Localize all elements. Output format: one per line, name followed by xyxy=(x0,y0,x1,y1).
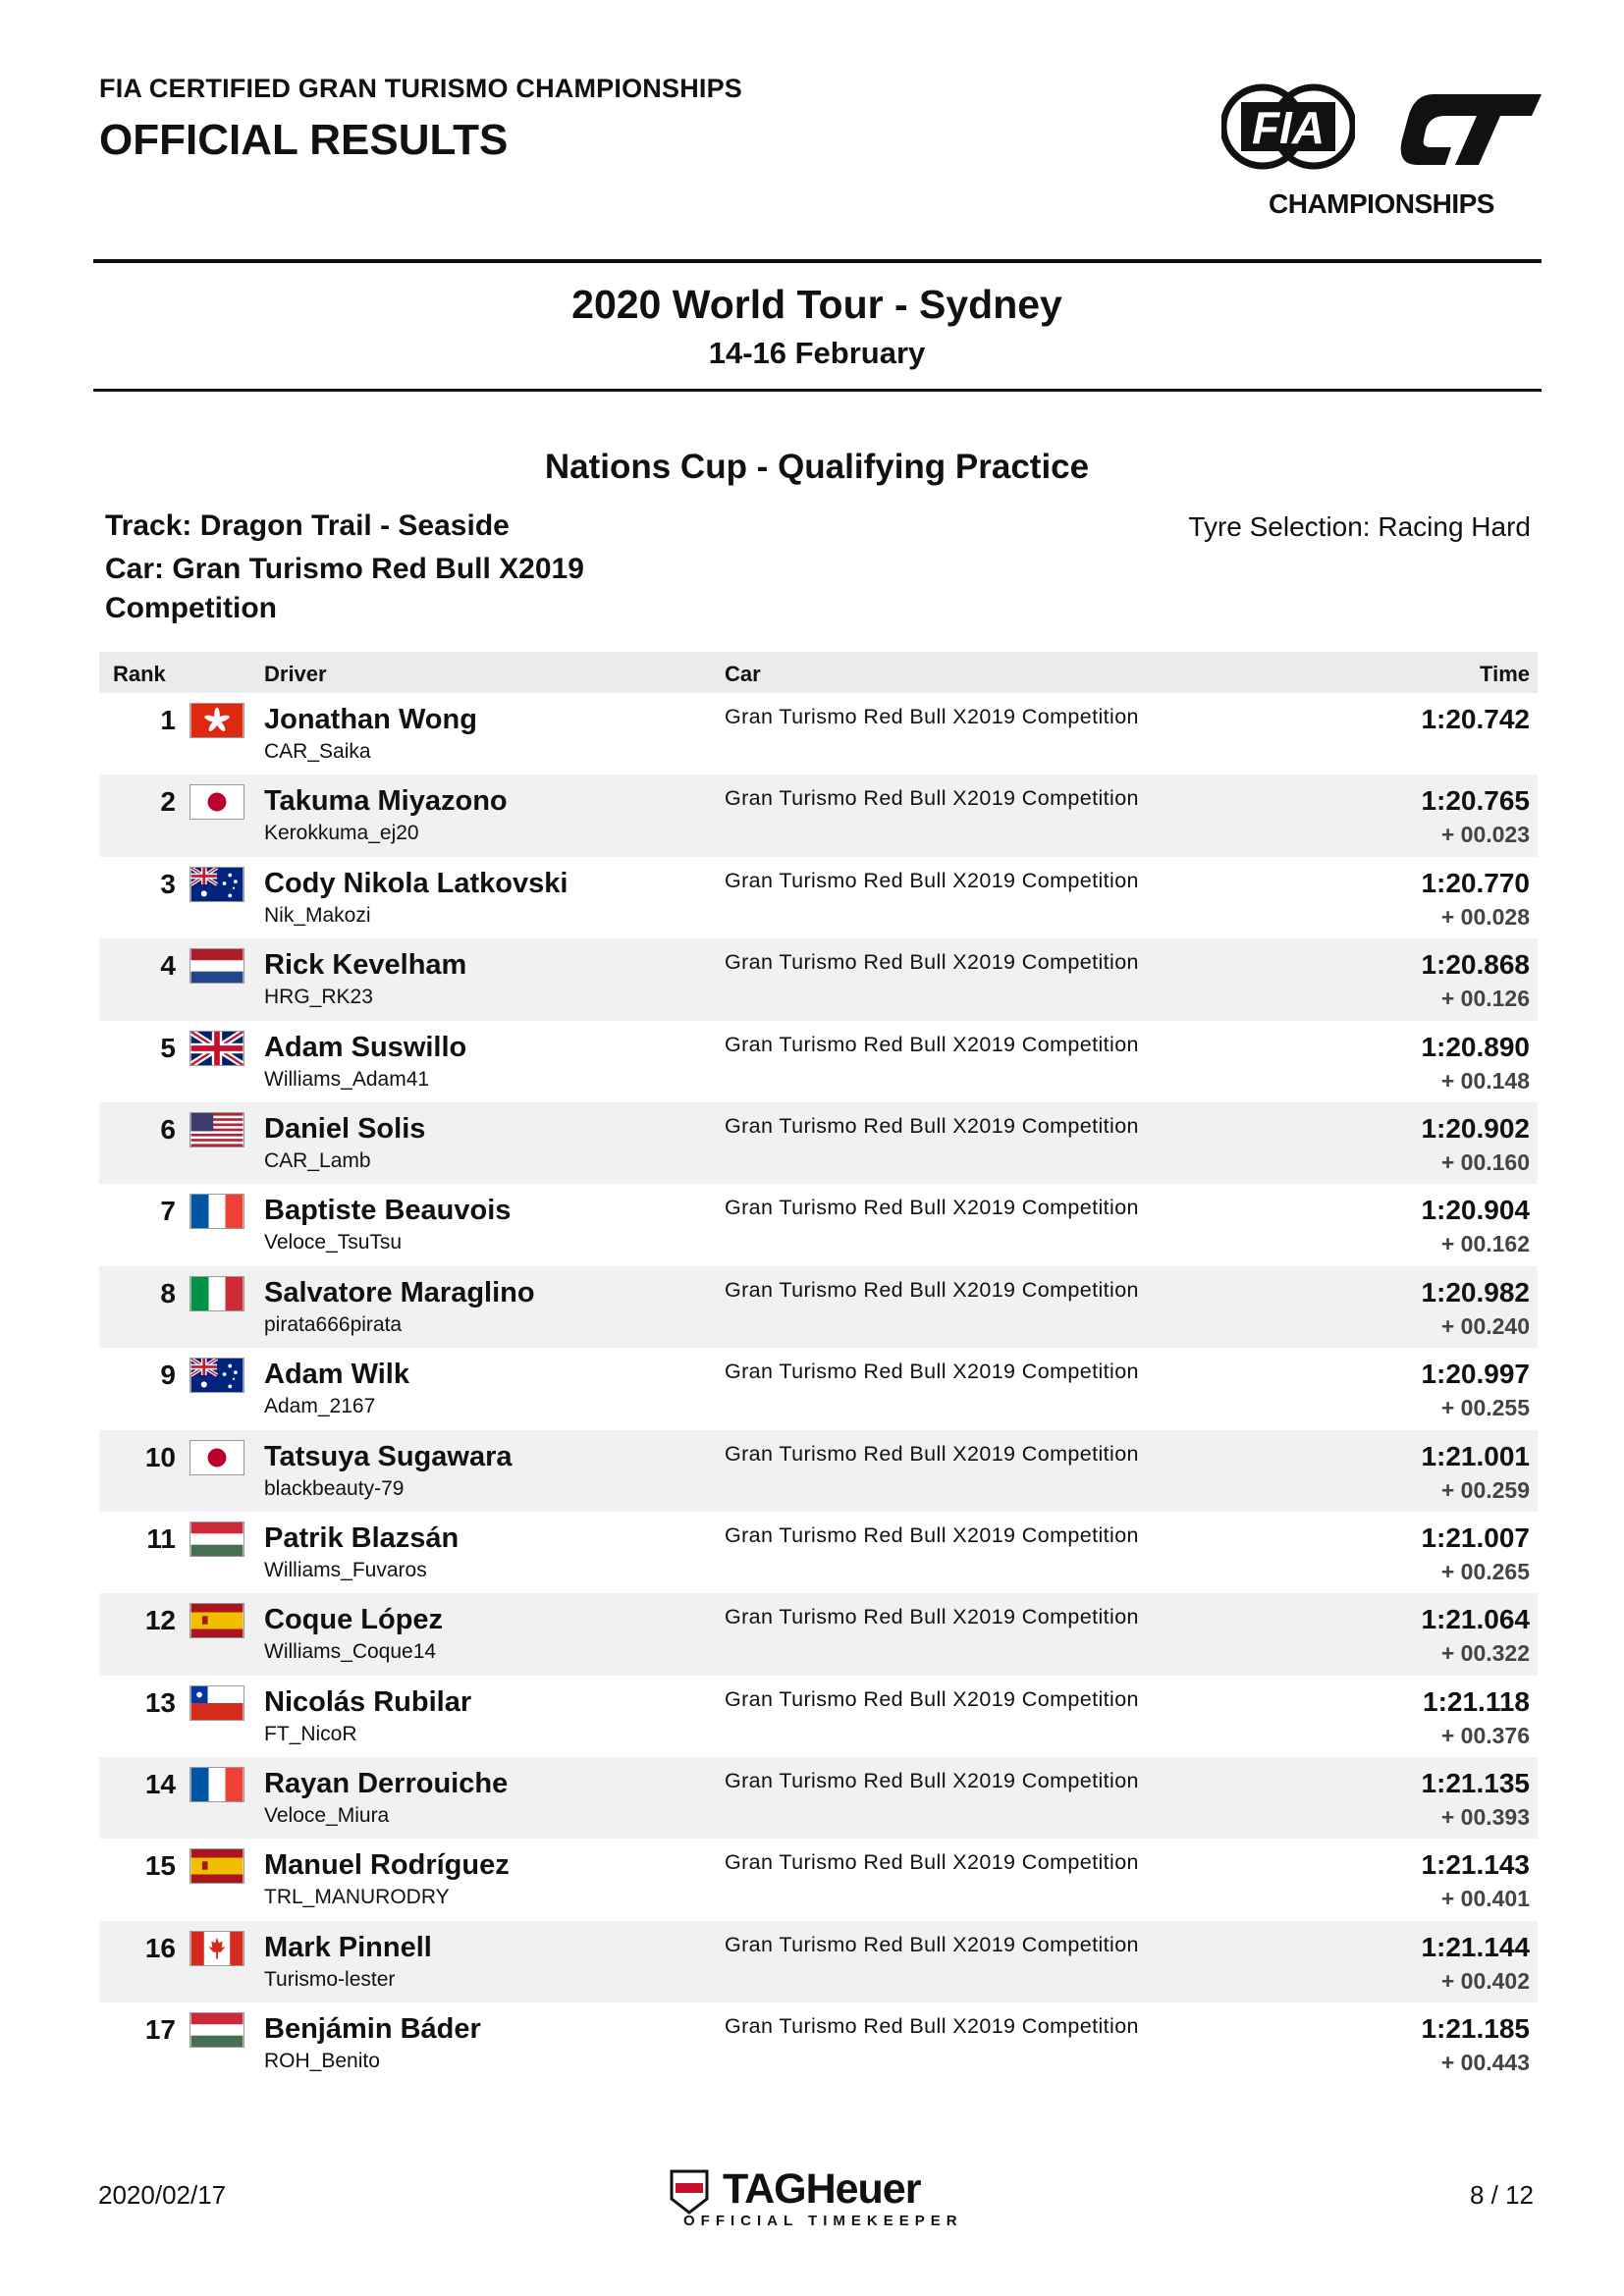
rank-cell: 13 xyxy=(144,1686,176,1718)
event-date: 14-16 February xyxy=(708,336,926,370)
column-header-car: Car xyxy=(725,662,761,686)
driver-psn-id: FT_NicoR xyxy=(264,1722,357,1745)
lap-time: 1:21.007 xyxy=(1421,1522,1530,1553)
tag-heuer-shield-icon xyxy=(670,2169,709,2215)
uk-flag xyxy=(189,1031,244,1066)
driver-name: Adam Wilk xyxy=(264,1359,409,1391)
car-cell: Gran Turismo Red Bull X2019 Competition xyxy=(725,1769,1139,1793)
official-timekeeper-label: OFFICIAL TIMEKEEPER xyxy=(683,2213,963,2229)
driver-name: Takuma Miyazono xyxy=(264,785,508,818)
car-cell: Gran Turismo Red Bull X2019 Competition xyxy=(725,705,1139,728)
lap-time: 1:20.765 xyxy=(1421,785,1530,817)
lap-time: 1:21.144 xyxy=(1421,1931,1530,1962)
car-cell: Gran Turismo Red Bull X2019 Competition xyxy=(725,2014,1139,2039)
car-label: Car: Gran Turismo Red Bull X2019 Competition xyxy=(105,553,584,624)
car-cell: Gran Turismo Red Bull X2019 Competition xyxy=(725,1605,1139,1629)
table-row xyxy=(99,1021,1538,1102)
driver-name: Tatsuya Sugawara xyxy=(264,1440,513,1472)
driver-name: Rayan Derrouiche xyxy=(264,1768,509,1800)
rank-cell: 12 xyxy=(144,1605,176,1636)
lap-time: 1:21.001 xyxy=(1421,1440,1530,1471)
driver-psn-id: Adam_2167 xyxy=(264,1395,376,1418)
tag-heuer-logo xyxy=(670,2165,964,2228)
rank-cell: 5 xyxy=(160,1032,176,1063)
canada-flag xyxy=(189,1931,244,1966)
car-cell: Gran Turismo Red Bull X2019 Competition xyxy=(725,868,1139,892)
page-title: OFFICIAL RESULTS xyxy=(99,116,509,164)
driver-psn-id: CAR_Saika xyxy=(264,740,371,763)
lap-time: 1:20.902 xyxy=(1421,1112,1530,1144)
hungary-flag xyxy=(189,1522,244,1557)
car-cell: Gran Turismo Red Bull X2019 Competition xyxy=(725,1850,1139,1875)
results-table xyxy=(99,693,1538,2085)
table-row xyxy=(99,1266,1538,1348)
fia-logo xyxy=(1221,73,1355,181)
table-row xyxy=(99,1676,1538,1757)
driver-psn-id: blackbeauty-79 xyxy=(264,1476,405,1500)
rank-cell: 11 xyxy=(146,1522,176,1554)
driver-name: Nicolás Rubilar xyxy=(264,1685,472,1718)
driver-name: Manuel Rodríguez xyxy=(264,1849,510,1882)
driver-psn-id: Turismo-lester xyxy=(264,1967,396,1991)
column-header-rank: Rank xyxy=(113,662,166,686)
table-row xyxy=(99,693,1538,774)
rank-cell: 9 xyxy=(160,1360,176,1391)
driver-name: Jonathan Wong xyxy=(264,704,477,735)
spain-flag xyxy=(189,1603,244,1638)
time-gap: + 00.240 xyxy=(1440,1312,1530,1339)
france-flag xyxy=(189,1767,244,1802)
driver-name: Benjámin Báder xyxy=(264,2013,481,2046)
table-row xyxy=(99,2002,1538,2084)
car-cell: Gran Turismo Red Bull X2019 Competition xyxy=(725,1113,1139,1138)
car-cell: Gran Turismo Red Bull X2019 Competition xyxy=(725,1360,1139,1384)
rank-cell: 14 xyxy=(144,1769,176,1800)
table-row xyxy=(99,1102,1538,1184)
divider xyxy=(93,389,1542,392)
rank-cell: 8 xyxy=(160,1277,176,1308)
car-cell: Gran Turismo Red Bull X2019 Competition xyxy=(725,950,1139,975)
event-title: 2020 World Tour - Sydney xyxy=(571,282,1062,327)
lap-time: 1:20.997 xyxy=(1421,1359,1530,1390)
driver-name: Daniel Solis xyxy=(264,1112,426,1145)
divider xyxy=(93,259,1542,263)
footer-date: 2020/02/17 xyxy=(98,2180,227,2210)
netherlands-flag xyxy=(189,948,244,984)
fia-logo-text: FIA xyxy=(1251,102,1326,153)
car-cell: Gran Turismo Red Bull X2019 Competition xyxy=(725,1686,1139,1711)
lap-time: 1:21.143 xyxy=(1421,1849,1530,1881)
table-row xyxy=(99,857,1538,938)
japan-flag xyxy=(189,784,244,820)
australia-flag xyxy=(189,867,244,902)
driver-psn-id: Veloce_TsuTsu xyxy=(264,1231,403,1255)
table-row xyxy=(99,1184,1538,1265)
time-gap: + 00.402 xyxy=(1440,1967,1530,1994)
gt-logo xyxy=(1394,75,1543,173)
time-gap: + 00.255 xyxy=(1440,1395,1530,1421)
lap-time: 1:21.118 xyxy=(1423,1685,1530,1717)
rank-cell: 6 xyxy=(160,1113,176,1145)
driver-psn-id: Williams_Coque14 xyxy=(264,1640,437,1664)
table-header xyxy=(99,652,1538,693)
time-gap: + 00.126 xyxy=(1440,986,1530,1012)
hungary-flag xyxy=(189,2012,244,2048)
table-row xyxy=(99,1593,1538,1675)
driver-psn-id: CAR_Lamb xyxy=(264,1148,371,1172)
time-gap: + 00.393 xyxy=(1440,1804,1530,1831)
lap-time: 1:21.185 xyxy=(1421,2013,1530,2045)
time-gap: + 00.265 xyxy=(1440,1558,1530,1584)
driver-name: Salvatore Maraglino xyxy=(264,1276,535,1308)
table-row xyxy=(99,1430,1538,1512)
table-row xyxy=(99,1348,1538,1429)
column-header-time: Time xyxy=(1480,662,1530,686)
driver-name: Mark Pinnell xyxy=(264,1931,432,1963)
logo-group xyxy=(1214,65,1547,232)
driver-psn-id: HRG_RK23 xyxy=(264,986,373,1009)
rank-cell: 16 xyxy=(144,1932,176,1963)
championships-logo-text: CHAMPIONSHIPS xyxy=(1269,188,1494,219)
table-row xyxy=(99,1757,1538,1839)
france-flag xyxy=(189,1194,244,1229)
table-row xyxy=(99,938,1538,1020)
table-row xyxy=(99,1921,1538,2002)
italy-flag xyxy=(189,1276,244,1311)
driver-psn-id: Nik_Makozi xyxy=(264,903,371,927)
rank-cell: 10 xyxy=(144,1441,176,1472)
driver-name: Patrik Blazsán xyxy=(264,1522,460,1554)
car-cell: Gran Turismo Red Bull X2019 Competition xyxy=(725,1441,1139,1466)
rank-cell: 2 xyxy=(160,786,176,818)
driver-name: Coque López xyxy=(264,1604,444,1636)
lap-time: 1:20.904 xyxy=(1421,1195,1530,1226)
lap-time: 1:20.770 xyxy=(1421,867,1530,898)
lap-time: 1:20.890 xyxy=(1421,1031,1530,1062)
car-cell: Gran Turismo Red Bull X2019 Competition xyxy=(725,1522,1139,1547)
rank-cell: 7 xyxy=(160,1196,176,1227)
table-row xyxy=(99,1512,1538,1593)
driver-name: Adam Suswillo xyxy=(264,1031,467,1063)
track-label: Track: Dragon Trail - Seaside xyxy=(105,509,510,542)
driver-psn-id: Williams_Fuvaros xyxy=(264,1558,427,1581)
time-gap: + 00.259 xyxy=(1440,1476,1530,1503)
rank-cell: 1 xyxy=(160,705,176,735)
lap-time: 1:21.135 xyxy=(1421,1768,1530,1799)
rank-cell: 3 xyxy=(160,868,176,899)
hong-kong-flag xyxy=(189,703,244,738)
time-gap: + 00.322 xyxy=(1440,1640,1530,1667)
rank-cell: 4 xyxy=(160,950,176,982)
time-gap: + 00.028 xyxy=(1440,903,1530,930)
lap-time: 1:21.064 xyxy=(1421,1604,1530,1635)
driver-psn-id: Kerokkuma_ej20 xyxy=(264,822,419,845)
header-subtitle: FIA CERTIFIED GRAN TURISMO CHAMPIONSHIPS xyxy=(99,74,743,103)
time-gap: + 00.162 xyxy=(1440,1231,1530,1257)
driver-name: Baptiste Beauvois xyxy=(264,1195,512,1227)
car-cell: Gran Turismo Red Bull X2019 Competition xyxy=(725,1932,1139,1956)
table-row xyxy=(99,1839,1538,1920)
japan-flag xyxy=(189,1440,244,1475)
rank-cell: 17 xyxy=(144,2014,176,2046)
driver-psn-id: Veloce_Miura xyxy=(264,1804,390,1828)
australia-flag xyxy=(189,1358,244,1393)
time-gap: + 00.401 xyxy=(1440,1886,1530,1912)
time-gap: + 00.376 xyxy=(1440,1722,1530,1748)
time-gap: + 00.023 xyxy=(1440,822,1530,848)
car-cell: Gran Turismo Red Bull X2019 Competition xyxy=(725,1277,1139,1302)
tyre-selection: Tyre Selection: Racing Hard xyxy=(1188,511,1531,542)
car-cell: Gran Turismo Red Bull X2019 Competition xyxy=(725,1196,1139,1220)
usa-flag xyxy=(189,1112,244,1148)
car-cell: Gran Turismo Red Bull X2019 Competition xyxy=(725,786,1139,811)
table-row xyxy=(99,774,1538,856)
tag-heuer-wordmark: TAGHeuer xyxy=(723,2165,921,2213)
driver-name: Rick Kevelham xyxy=(264,949,467,982)
time-gap: + 00.148 xyxy=(1440,1067,1530,1094)
column-header-driver: Driver xyxy=(264,662,327,686)
rank-cell: 15 xyxy=(144,1850,176,1882)
time-gap: + 00.160 xyxy=(1440,1148,1530,1175)
time-gap: + 00.443 xyxy=(1440,2050,1530,2076)
spain-flag xyxy=(189,1848,244,1884)
chile-flag xyxy=(189,1685,244,1721)
lap-time: 1:20.982 xyxy=(1421,1276,1530,1308)
lap-time: 1:20.742 xyxy=(1421,704,1530,734)
car-cell: Gran Turismo Red Bull X2019 Competition xyxy=(725,1032,1139,1056)
driver-psn-id: Williams_Adam41 xyxy=(264,1067,430,1091)
driver-psn-id: pirata666pirata xyxy=(264,1312,403,1336)
lap-time: 1:20.868 xyxy=(1421,949,1530,981)
driver-psn-id: ROH_Benito xyxy=(264,2050,380,2073)
page-number: 8 / 12 xyxy=(1469,2180,1534,2210)
driver-name: Cody Nikola Latkovski xyxy=(264,867,568,899)
driver-psn-id: TRL_MANURODRY xyxy=(264,1886,450,1909)
session-title: Nations Cup - Qualifying Practice xyxy=(544,448,1090,486)
